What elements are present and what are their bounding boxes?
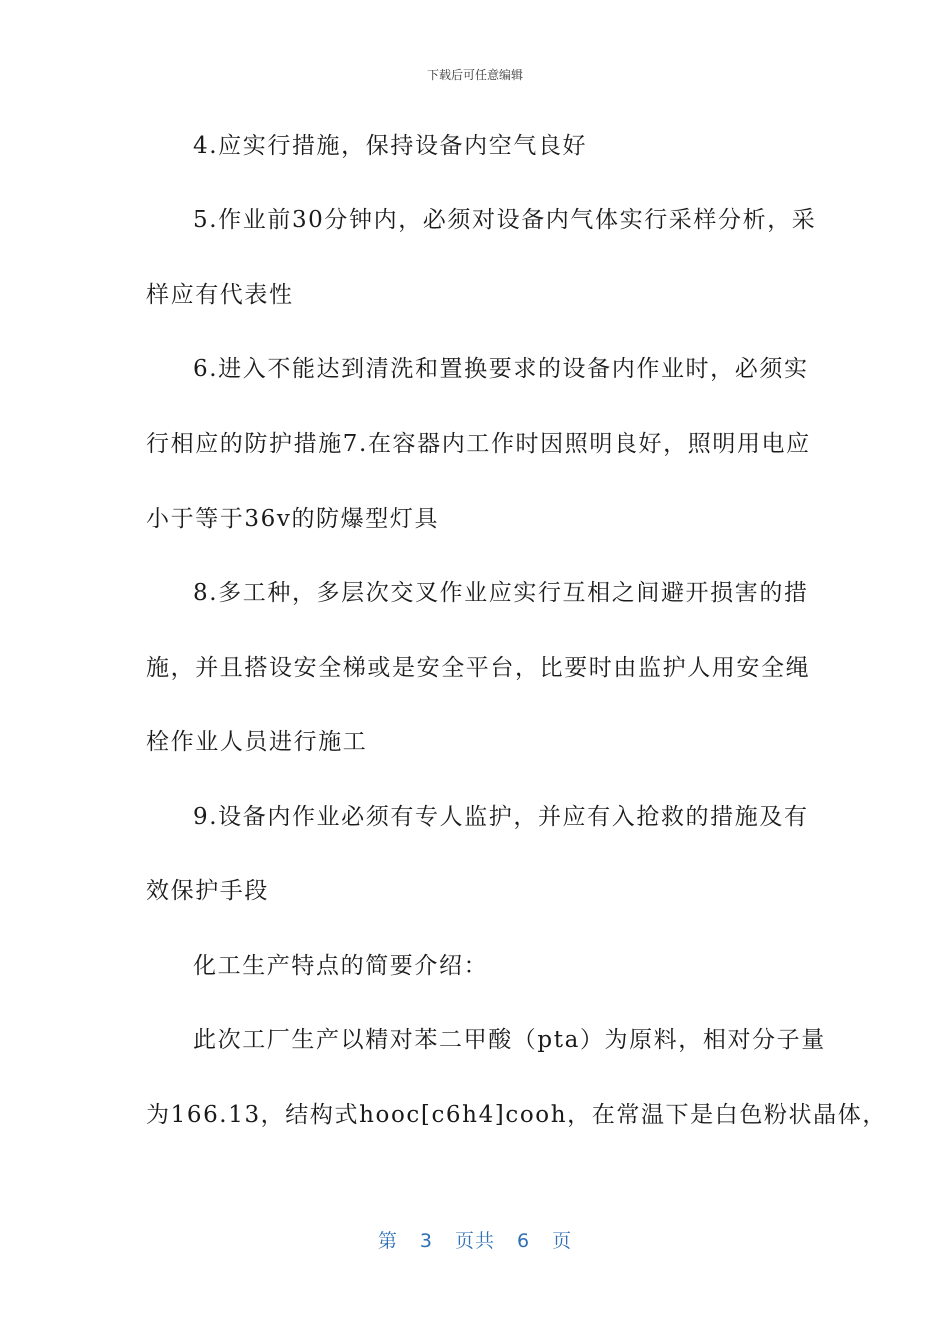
paragraph-line: 效保护手段 bbox=[146, 878, 269, 904]
paragraph-line: 6.进入不能达到清洗和置换要求的设备内作业时，必须实 bbox=[193, 356, 809, 382]
footer-total-pages: 6 bbox=[517, 1230, 531, 1252]
paragraph-line: 8.多工种，多层次交叉作业应实行互相之间避开损害的措 bbox=[193, 580, 809, 606]
footer-prefix: 第 bbox=[377, 1230, 398, 1252]
paragraph-line: 栓作业人员进行施工 bbox=[146, 729, 368, 755]
paragraph-line: 此次工厂生产以精对苯二甲酸（pta）为原料，相对分子量 bbox=[193, 1027, 826, 1053]
paragraph-line: 行相应的防护措施7.在容器内工作时因照明良好，照明用电应 bbox=[146, 431, 811, 457]
page-header: 下载后可任意编辑 bbox=[426, 68, 523, 82]
paragraph-line: 为166.13，结构式hooc[c6h4]cooh，在常温下是白色粉状晶体， bbox=[146, 1102, 887, 1128]
footer-middle: 页共 bbox=[454, 1230, 495, 1252]
paragraph-line: 施，并且搭设安全梯或是安全平台，比要时由监护人用安全绳 bbox=[146, 655, 811, 681]
footer-current-page: 3 bbox=[419, 1230, 433, 1252]
paragraph-line: 样应有代表性 bbox=[146, 282, 294, 308]
page-footer bbox=[0, 1226, 950, 1253]
paragraph-line: 5.作业前30分钟内，必须对设备内气体实行采样分析，采 bbox=[193, 207, 817, 233]
footer-suffix: 页 bbox=[552, 1230, 573, 1252]
paragraph-line: 化工生产特点的简要介绍： bbox=[193, 953, 489, 979]
paragraph-line: 4.应实行措施，保持设备内空气良好 bbox=[193, 133, 588, 159]
paragraph-line: 9.设备内作业必须有专人监护，并应有入抢救的措施及有 bbox=[193, 804, 809, 830]
paragraph-line: 小于等于36v的防爆型灯具 bbox=[146, 506, 440, 532]
